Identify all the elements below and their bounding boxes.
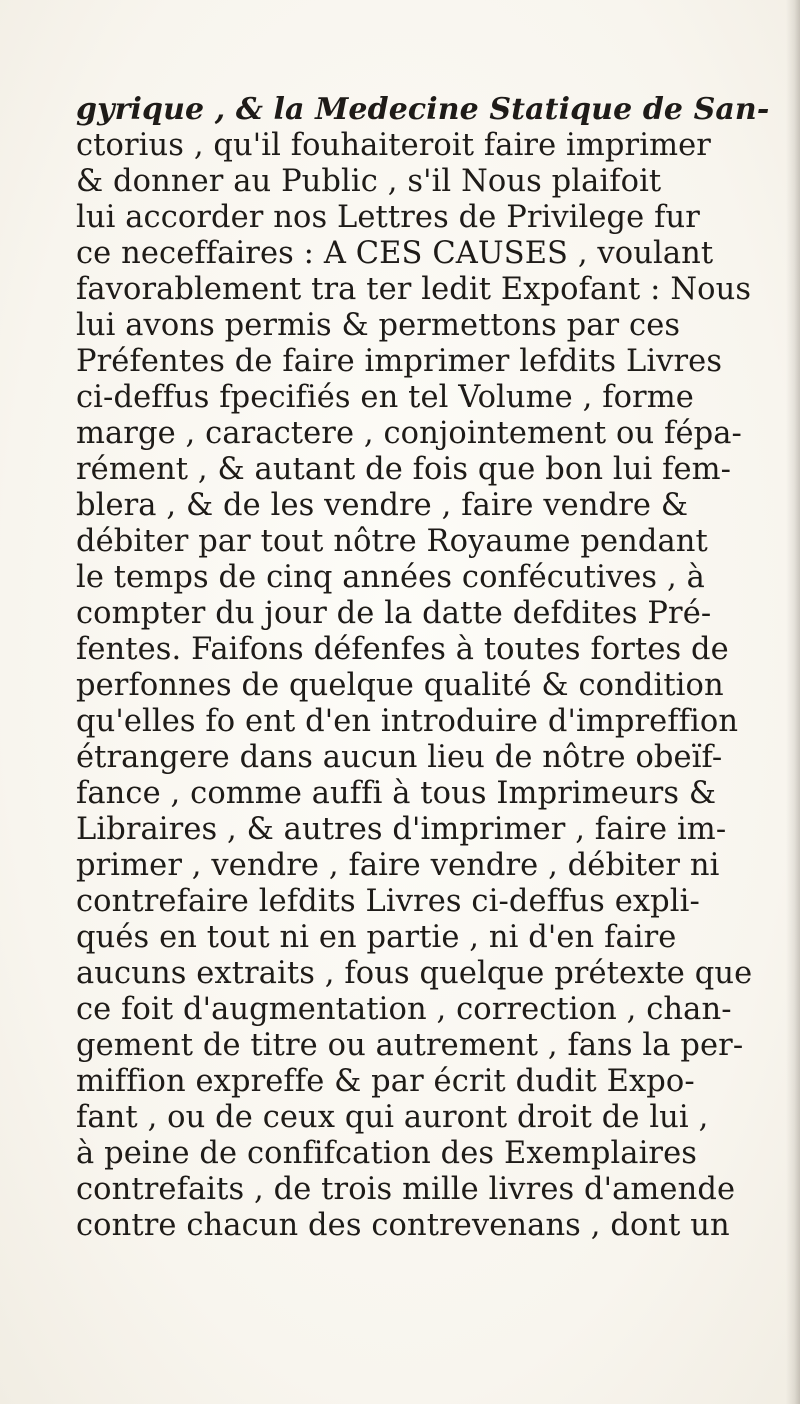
text-line: fant , ou de ceux qui auront droit de lui ,	[76, 1100, 709, 1135]
text-line: Préfentes de faire imprimer lefdits Livres	[76, 344, 723, 379]
text-line: à peine de confifcation des Exemplaires	[76, 1136, 698, 1171]
text-line: favorablement tra ter ledit Expofant : Nous	[76, 272, 752, 307]
text-line: le temps de cinq années confécutives , à	[76, 560, 705, 595]
text-line: gement de titre ou autrement , fans la per-	[76, 1028, 744, 1063]
text-line: primer , vendre , faire vendre , débiter ni	[76, 848, 720, 883]
text-line: étrangere dans aucun lieu de nôtre obeïf-	[76, 740, 723, 775]
text-line: débiter par tout nôtre Royaume pendant	[76, 524, 708, 559]
text-line: fance , comme auffi à tous Imprimeurs &	[76, 776, 717, 811]
text-line: & donner au Public , s'il Nous plaifoit	[76, 164, 662, 199]
text-line: marge , caractere , conjointement ou fépa-	[76, 416, 742, 451]
text-line: blera , & de les vendre , faire vendre &	[76, 488, 689, 523]
page-edge-shadow	[786, 0, 800, 1404]
text-line: aucuns extraits , fous quelque prétexte que	[76, 956, 753, 991]
text-line: contre chacun des contrevenans , dont un	[76, 1208, 730, 1243]
text-line: Libraires , & autres d'imprimer , faire im-	[76, 812, 727, 847]
text-line: ctorius , qu'il fouhaiteroit faire imprimer	[76, 128, 711, 163]
text-line: gyrique , & la Medecine Statique de San-	[76, 92, 770, 127]
text-line: rément , & autant de fois que bon lui fem-	[76, 452, 732, 487]
text-line: ce foit d'augmentation , correction , chan-	[76, 992, 732, 1027]
text-line: qués en tout ni en partie , ni d'en faire	[76, 920, 677, 955]
text-line: ce neceffaires : A CES CAUSES , voulant	[76, 236, 714, 271]
text-line: lui avons permis & permettons par ces	[76, 308, 681, 343]
text-line: lui accorder nos Lettres de Privilege fur	[76, 200, 700, 235]
text-line: ci-deffus fpecifiés en tel Volume , forme	[76, 380, 694, 415]
text-line: qu'elles fo ent d'en introduire d'impreffion	[76, 704, 739, 739]
text-line: contrefaire lefdits Livres ci-deffus expli-	[76, 884, 700, 919]
text-line: contrefaits , de trois mille livres d'amende	[76, 1172, 736, 1207]
text-line: compter du jour de la datte defdites Pré-	[76, 596, 712, 631]
text-line: miffion expreffe & par écrit dudit Expo-	[76, 1064, 695, 1099]
text-line: perfonnes de quelque qualité & condition	[76, 668, 724, 703]
text-line: fentes. Faifons défenfes à toutes fortes de	[76, 632, 729, 667]
